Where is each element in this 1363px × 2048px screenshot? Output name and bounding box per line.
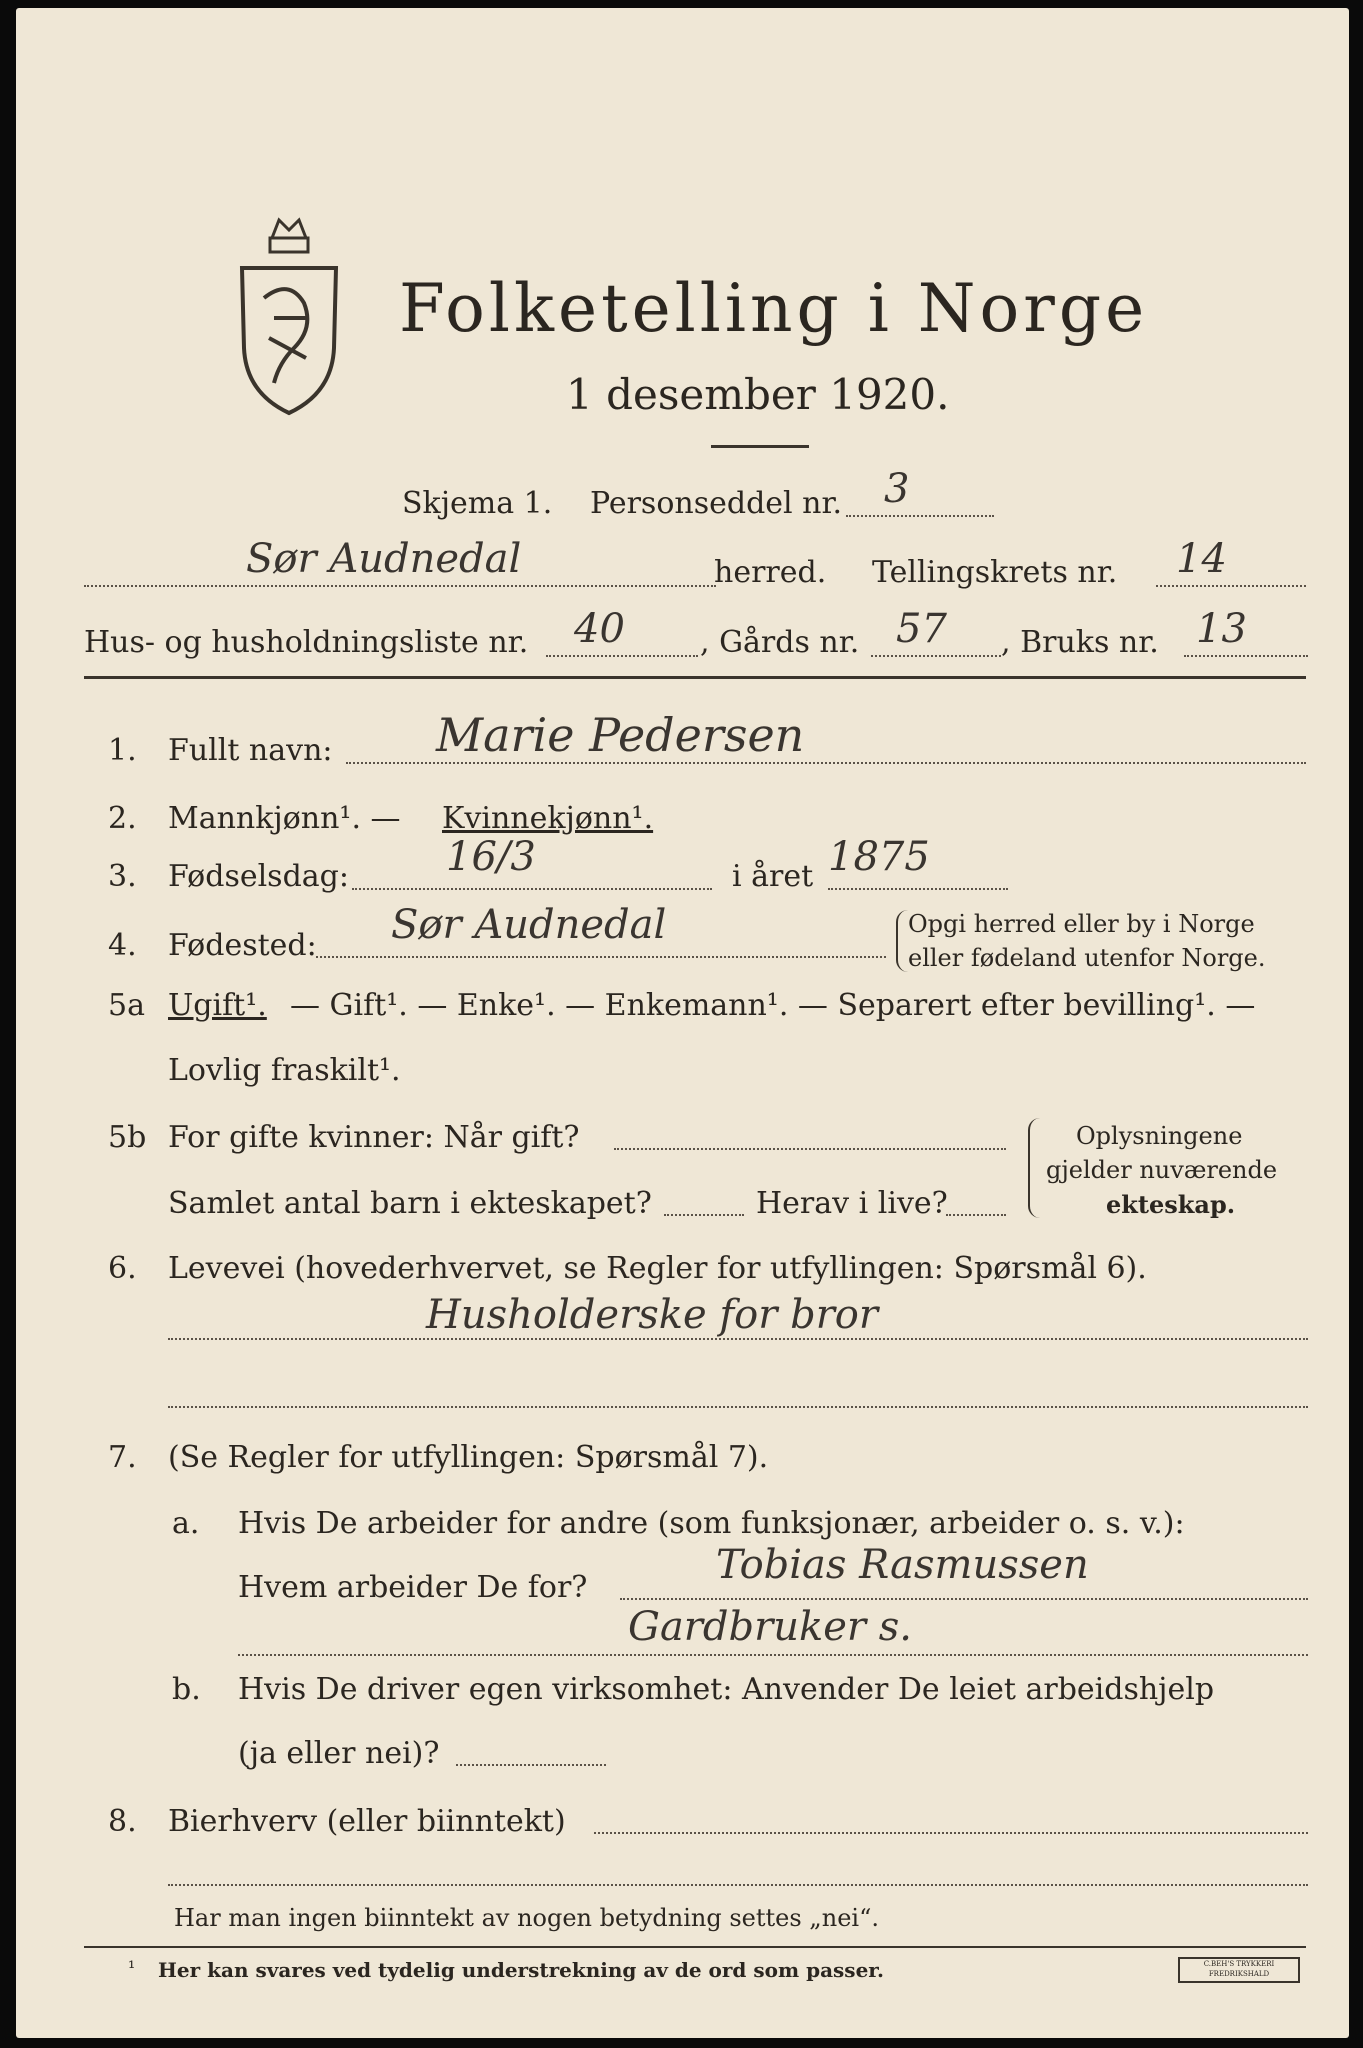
- q3-number: 3.: [108, 859, 137, 894]
- q4-value: Sør Audnedal: [391, 902, 667, 948]
- q4-line: [316, 956, 886, 958]
- q6-line-2: [168, 1406, 1308, 1408]
- q4-note-1: Opgi herred eller by i Norge: [908, 910, 1255, 938]
- personseddel-line: [846, 515, 994, 517]
- footnote-text: Her kan svares ved tydelig understrekning av de ord som passer.: [158, 1958, 884, 1982]
- form-title: Folketelling i Norge: [399, 270, 1149, 347]
- q7a-text: Hvis De arbeider for andre (som funksjonær, arbeider o. s. v.):: [238, 1506, 1185, 1541]
- footnote-mark: ¹: [128, 1958, 136, 1979]
- q1-line: [346, 762, 1306, 764]
- q3-value: 16/3: [446, 834, 536, 880]
- gards-line: [871, 655, 1001, 657]
- q5b-live-line: [946, 1214, 1006, 1216]
- q7a-value-1: Tobias Rasmussen: [716, 1542, 1089, 1588]
- bruks-line: [1184, 655, 1308, 657]
- hus-label: Hus- og husholdningsliste nr.: [84, 625, 529, 660]
- q5a-number: 5a: [108, 988, 145, 1023]
- q5b-note-1: Oplysningene: [1076, 1122, 1243, 1150]
- gards-value: 57: [896, 606, 947, 652]
- q4-label: Fødested:: [168, 928, 317, 963]
- q6-label: Levevei (hovederhvervet, se Regler for utfyllingen: Spørsmål 6).: [168, 1251, 1147, 1286]
- bruks-label: , Bruks nr.: [1001, 625, 1159, 660]
- q3-line: [352, 888, 712, 890]
- herred-label: herred.: [714, 555, 827, 590]
- q3-year-label: i året: [732, 859, 814, 894]
- q5b-line1: For gifte kvinner: Når gift?: [168, 1120, 580, 1155]
- q5a-options: — Gift¹. — Enke¹. — Enkemann¹. — Separert efter bevilling¹. —: [290, 988, 1256, 1023]
- q6-value: Husholderske for bror: [426, 1292, 879, 1338]
- q1-label: Fullt navn:: [168, 733, 333, 768]
- q7b-text: Hvis De driver egen virksomhet: Anvender De leiet arbeidshjelp: [238, 1672, 1215, 1707]
- personseddel-value: 3: [884, 466, 910, 512]
- q7a-value-2: Gardbruker s.: [628, 1604, 913, 1650]
- q4-brace: [896, 910, 908, 972]
- q7b-line: [456, 1764, 606, 1766]
- q5a-ugift: Ugift¹.: [168, 988, 267, 1023]
- form-date: 1 desember 1920.: [566, 370, 950, 419]
- q7-label: (Se Regler for utfyllingen: Spørsmål 7).: [168, 1440, 769, 1475]
- q1-number: 1.: [108, 733, 137, 768]
- census-form: [16, 8, 1349, 2038]
- q8-line: [594, 1832, 1308, 1834]
- title-divider: [711, 445, 809, 448]
- q7a-question: Hvem arbeider De for?: [238, 1570, 588, 1605]
- q4-number: 4.: [108, 928, 137, 963]
- herred-line: [84, 585, 716, 587]
- q7a-letter: a.: [172, 1506, 200, 1541]
- coat-of-arms-icon: [234, 208, 344, 423]
- printer-stamp: C.BEH'S TRYKKERI FREDRIKSHALD: [1178, 1957, 1300, 1983]
- q7a-line-1: [620, 1598, 1308, 1600]
- q6-line-1: [168, 1338, 1308, 1340]
- q5b-live: Herav i live?: [756, 1186, 948, 1221]
- q5b-note-3: ekteskap.: [1106, 1190, 1236, 1219]
- q6-number: 6.: [108, 1251, 137, 1286]
- hus-value: 40: [574, 606, 625, 652]
- q3-label: Fødselsdag:: [168, 859, 349, 894]
- q5b-barn: Samlet antal barn i ekteskapet?: [168, 1186, 652, 1221]
- q7b-question: (ja eller nei)?: [238, 1736, 440, 1771]
- tellingskrets-line: [1156, 585, 1306, 587]
- q1-value: Marie Pedersen: [436, 708, 805, 762]
- header-rule: [84, 676, 1306, 679]
- q5b-note-2: gjelder nuværende: [1046, 1156, 1278, 1184]
- q5b-number: 5b: [108, 1120, 147, 1155]
- q3-year-line: [828, 888, 1008, 890]
- footer-rule: [84, 1946, 1306, 1948]
- q7-number: 7.: [108, 1440, 137, 1475]
- tellingskrets-value: 14: [1176, 536, 1227, 582]
- q5a-fraskilt: Lovlig fraskilt¹.: [168, 1053, 401, 1088]
- q5b-brace: [1028, 1118, 1040, 1218]
- q2-male: Mannkjønn¹. —: [168, 801, 401, 836]
- hus-line: [546, 655, 698, 657]
- bruks-value: 13: [1196, 606, 1247, 652]
- personseddel-label: Personseddel nr.: [590, 486, 843, 521]
- q8-number: 8.: [108, 1804, 137, 1839]
- q5b-barn-line: [664, 1214, 744, 1216]
- q8-label: Bierhverv (eller biinntekt): [168, 1804, 566, 1839]
- footer-note: Har man ingen biinntekt av nogen betydning settes „nei“.: [174, 1904, 879, 1932]
- q7b-letter: b.: [172, 1672, 201, 1707]
- tellingskrets-label: Tellingskrets nr.: [872, 555, 1118, 590]
- q4-note-2: eller fødeland utenfor Norge.: [908, 944, 1266, 972]
- q7a-line-2: [238, 1654, 1308, 1656]
- q2-female: Kvinnekjønn¹.: [442, 801, 654, 836]
- herred-value: Sør Audnedal: [246, 536, 522, 582]
- skjema-label: Skjema 1.: [402, 486, 553, 521]
- gards-label: , Gårds nr.: [700, 625, 860, 660]
- q3-year-value: 1875: [828, 834, 930, 880]
- q5b-gift-line: [614, 1148, 1006, 1150]
- q8-line-2: [168, 1884, 1308, 1886]
- q2-number: 2.: [108, 801, 137, 836]
